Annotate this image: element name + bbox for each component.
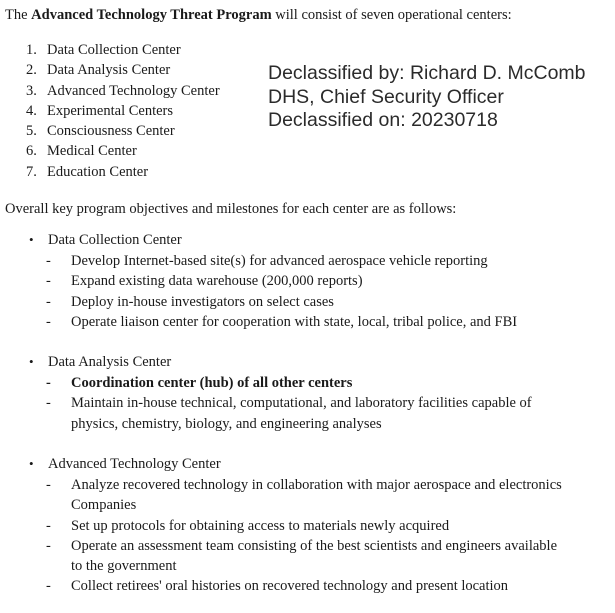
list-number: 3.	[26, 82, 37, 99]
objective-text: Operate an assessment team consisting of the best scientists and engineers available	[71, 537, 558, 554]
list-number: 5.	[26, 123, 37, 140]
dash-icon: -	[46, 253, 51, 269]
dash-icon: -	[46, 395, 51, 412]
objectives-list	[46, 251, 517, 332]
objective-text-continued: to the government	[71, 558, 177, 575]
program-name: Advanced Technology Threat Program	[31, 7, 272, 23]
stamp-declassified-on: Declassified on: 20230718	[268, 109, 498, 131]
objective-text: Coordination center (hub) of all other centers	[71, 375, 353, 391]
objectives-list	[46, 373, 532, 434]
bullet-icon: •	[29, 232, 34, 247]
declassification-stamp	[268, 62, 586, 133]
dash-icon: -	[46, 375, 51, 391]
section-title: Advanced Technology Center	[48, 456, 221, 472]
objective-item	[46, 251, 517, 271]
dash-icon: -	[46, 477, 51, 493]
section-title: Data Analysis Center	[48, 354, 172, 370]
dash-icon: -	[46, 517, 51, 534]
overview-paragraph: Overall key program objectives and milestones for each center are as follows:	[5, 201, 457, 217]
center-label: Medical Center	[47, 143, 137, 160]
centers-list-item	[26, 121, 220, 141]
center-label: Data Collection Center	[47, 42, 181, 58]
list-number: 6.	[26, 143, 37, 160]
objective-item	[46, 536, 562, 577]
objective-item	[46, 516, 562, 536]
objective-item	[46, 271, 517, 291]
centers-list-item	[26, 60, 220, 80]
objective-item	[46, 393, 532, 434]
stamp-declassified-by: Declassified by: Richard D. McComb	[268, 62, 586, 84]
center-label: Data Analysis Center	[47, 62, 171, 79]
objective-item	[46, 475, 562, 516]
bullet-icon: •	[29, 456, 34, 471]
dash-icon: -	[46, 293, 51, 310]
center-label: Advanced Technology Center	[47, 82, 220, 99]
bullet-icon: •	[29, 354, 34, 369]
dash-icon: -	[46, 273, 51, 290]
section-heading	[29, 353, 171, 371]
objective-text: Develop Internet-based site(s) for advanced aerospace vehicle reporting	[71, 253, 488, 269]
list-number: 4.	[26, 102, 37, 119]
objective-item	[46, 312, 517, 332]
list-number: 7.	[26, 163, 37, 180]
section-title: Data Collection Center	[48, 232, 182, 248]
list-number: 1.	[26, 42, 37, 58]
center-label: Consciousness Center	[47, 123, 175, 140]
list-number: 2.	[26, 62, 37, 79]
objective-text: Expand existing data warehouse (200,000 reports)	[71, 273, 363, 290]
stamp-officer-title: DHS, Chief Security Officer	[268, 85, 504, 108]
centers-list-item	[26, 101, 220, 121]
centers-list-item	[26, 162, 220, 182]
intro-paragraph	[5, 6, 512, 24]
dash-icon: -	[46, 578, 51, 595]
center-label: Education Center	[47, 163, 149, 180]
intro-prefix: The	[5, 7, 32, 23]
center-label: Experimental Centers	[47, 102, 174, 119]
objective-text: Maintain in-house technical, computational, and laboratory facilities capable of	[71, 395, 532, 412]
centers-list	[26, 40, 220, 182]
dash-icon: -	[46, 537, 51, 554]
objective-text: Set up protocols for obtaining access to materials newly acquired	[71, 517, 450, 534]
objective-text: Operate liaison center for cooperation with state, local, tribal police, and FBI	[71, 313, 518, 330]
objectives-list	[46, 475, 562, 597]
objective-text: Deploy in-house investigators on select cases	[71, 293, 334, 310]
objective-item	[46, 576, 562, 596]
centers-list-item	[26, 81, 220, 101]
centers-list-item	[26, 141, 220, 161]
section-heading	[29, 455, 221, 473]
objective-text: Analyze recovered technology in collaboration with major aerospace and electronics	[71, 477, 562, 493]
centers-list-item	[26, 40, 220, 60]
objective-text-continued: Companies	[71, 497, 137, 514]
objective-text: Collect retirees' oral histories on recovered technology and present location	[71, 578, 509, 595]
section-heading	[29, 231, 182, 249]
dash-icon: -	[46, 313, 51, 330]
objective-item	[46, 373, 532, 393]
objective-item	[46, 292, 517, 312]
intro-suffix: will consist of seven operational centers:	[271, 7, 512, 23]
objective-text-continued: physics, chemistry, biology, and engineering analyses	[71, 415, 382, 432]
